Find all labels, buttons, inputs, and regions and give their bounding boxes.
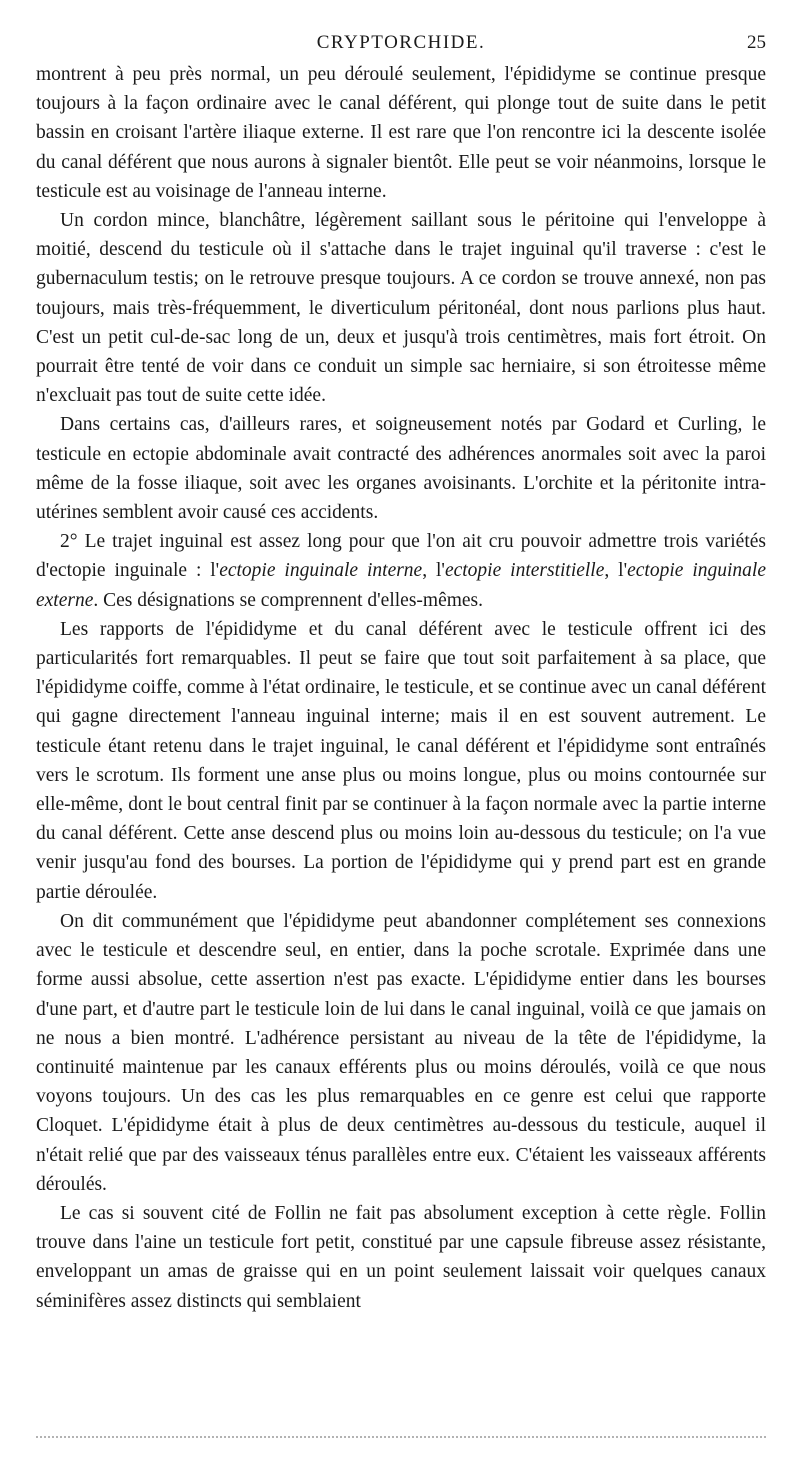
paragraph-4-prefix: 2° Le trajet inguinal est assez long pour que l'on ait cru pouvoir admettre trois variétés d'ectopie inguinale : l'	[36, 531, 766, 582]
running-title: CRYPTORCHIDE.	[316, 32, 486, 53]
page-number: 25	[747, 32, 766, 53]
bottom-dotted-rule	[36, 1436, 766, 1440]
term-ectopie-interstitielle: ectopie interstitielle	[444, 560, 605, 582]
paragraph-6: On dit communément que l'épididyme peut abandonner complétement ses connexions avec le testicule et descendre seul, en entier, dans la poche scrotale. Exprimée dans une forme aussi absolue, cette assertion n'est pas exacte. L'épididyme entier dans les bourses d'une part, et d'autre part le testicule loin de lui dans le canal inguinal, voilà ce que jamais on ne nous a bien montré. L'adhérence persistant au niveau de la tête de l'épididyme, la continuité maintenue par les canaux efférents plus ou moins déroulés, voilà ce que nous voyons toujours. Un des cas les plus remarquables en ce genre est celui que rapporte Cloquet. L'épididyme était à plus de deux centimètres au-dessous du testicule, auquel il n'était relié que par des vaisseaux ténus parallèles entre eux. C'étaient les vaisseaux afférents déroulés.	[36, 910, 766, 1195]
paragraph-3: Dans certains cas, d'ailleurs rares, et soigneusement notés par Godard et Curling, le testicule en ectopie abdominale avait contracté des adhérences anormales soit avec la paroi même de la fosse iliaque, soit avec les organes avoisinants. L'orchite et la péritonite intra-utérines semblent avoir causé ces accidents.	[36, 414, 766, 524]
paragraph-1: montrent à peu près normal, un peu déroulé seulement, l'épididyme se continue presque toujours à la façon ordinaire avec le canal déférent, qui plonge tout de suite dans le petit bassin en croisant l'artère iliaque externe. Il est rare que l'on rencontre ici la descente isolée du canal déférent que nous aurons à signaler bientôt. Elle peut se voir néanmoins, lorsque le testicule est au voisinage de l'anneau interne.	[36, 64, 766, 202]
term-ectopie-inguinale-interne: ectopie inguinale interne	[219, 560, 423, 582]
paragraph-2: Un cordon mince, blanchâtre, légèrement saillant sous le péritoine qui l'enveloppe à moitié, descend du testicule où il s'attache dans le trajet inguinal qu'il traverse : c'est le gubernaculum testis; on le retrouve presque toujours. A ce cordon se trouve annexé, non pas toujours, mais très-fréquemment, le diverticulum péritonéal, dont nous parlions plus haut. C'est un petit cul-de-sac long de un, deux et jusqu'à trois centimètres, mais fort étroit. On pourrait être tenté de voir dans ce conduit un simple sac herniaire, si son étroitesse même n'excluait pas tout de suite cette idée.	[36, 210, 766, 407]
running-head	[36, 26, 766, 60]
book-page	[36, 26, 766, 1446]
paragraph-7: Le cas si souvent cité de Follin ne fait pas absolument exception à cette règle. Follin trouve dans l'aine un testicule fort petit, constitué par une capsule fibreuse assez résistante, enveloppant un amas de graisse qui en un point seulement laissait voir quelques canaux séminifères assez distincts qui semblaient	[36, 1202, 766, 1312]
body-text	[36, 60, 766, 1316]
paragraph-4-sep-1: , l'	[422, 560, 445, 582]
paragraph-4-sep-2: , l'	[604, 560, 628, 582]
paragraph-4-suffix: . Ces désignations se comprennent d'elles-mêmes.	[93, 589, 484, 611]
term-ectopie-inguinale-externe: ectopie inguinale externe	[36, 560, 766, 611]
paragraph-4	[36, 527, 766, 615]
paragraph-5: Les rapports de l'épididyme et du canal déférent avec le testicule offrent ici des particularités fort remarquables. Il peut se faire que tout soit parfaitement à sa place, que l'épididyme coiffe, comme à l'état ordinaire, le testicule, et se continue avec un canal déférent qui gagne directement l'anneau inguinal interne; mais il en est souvent autrement. Le testicule étant retenu dans le trajet inguinal, le canal déférent et l'épididyme sont entraînés vers le scrotum. Ils forment une anse plus ou moins longue, plus ou moins contournée sur elle-même, dont le bout central finit par se continuer à la façon normale avec la partie interne du canal déférent. Cette anse descend plus ou moins loin au-dessous du testicule; on l'a vue venir jusqu'au fond des bourses. La portion de l'épididyme qui y prend part est en grande partie déroulée.	[36, 618, 766, 903]
